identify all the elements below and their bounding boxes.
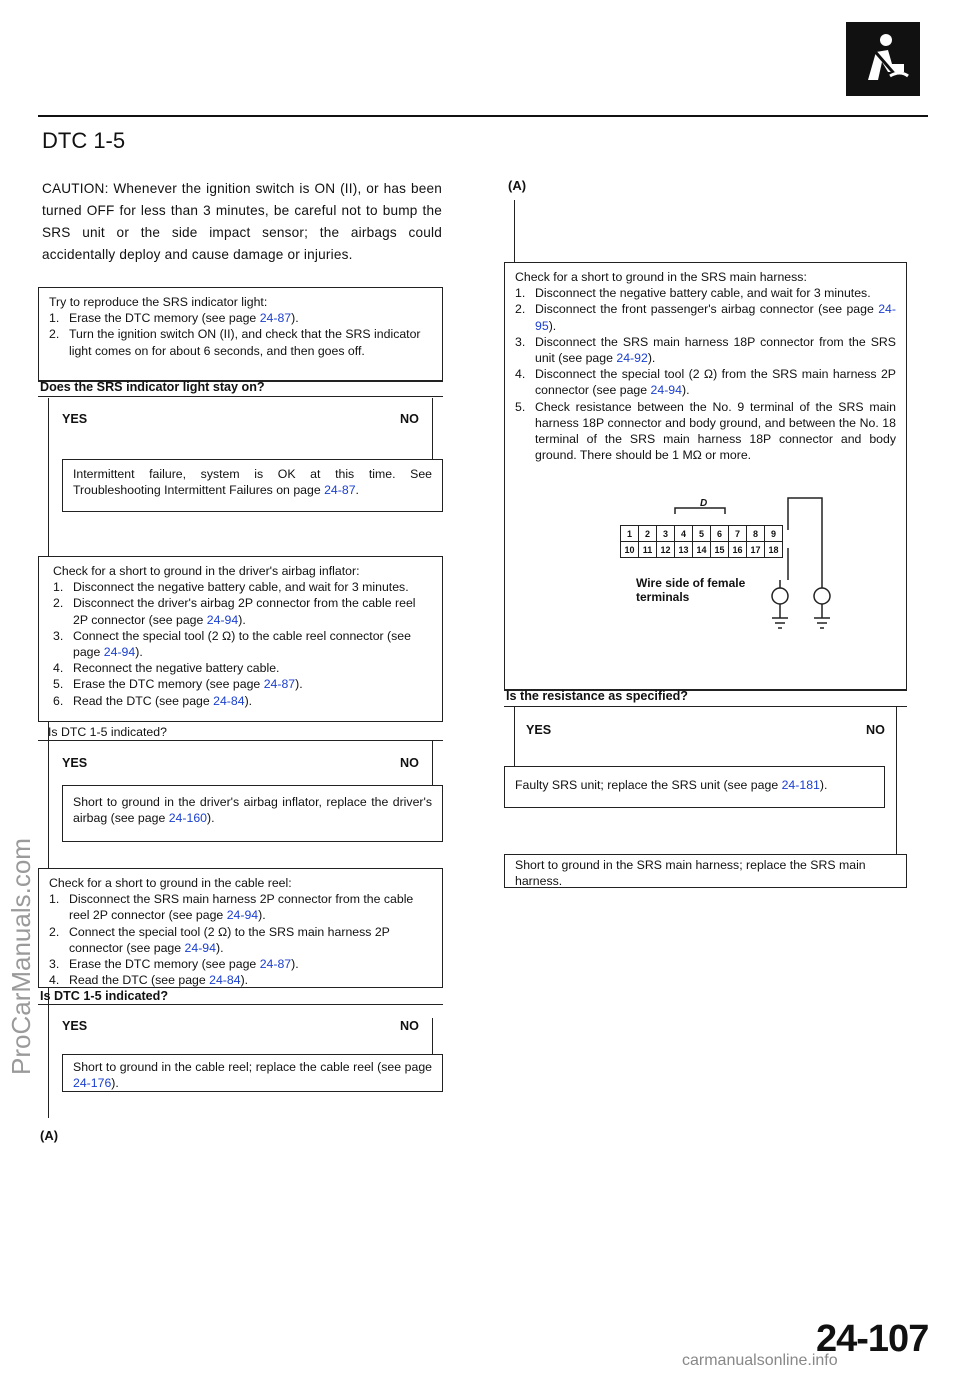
connector-terminal: 2 (639, 526, 657, 542)
yes-label: YES (526, 723, 552, 737)
page-link[interactable]: 24-94 (206, 612, 239, 627)
step2-list (53, 579, 432, 709)
step-item: 6. Read the DTC (see page 24-84). (53, 693, 253, 708)
page-link[interactable]: 24-87 (259, 311, 292, 326)
step1-box (38, 287, 443, 381)
page-link[interactable]: 24-94 (226, 908, 259, 923)
connector-caption: Wire side of female terminals (636, 576, 746, 604)
connector-terminal: 13 (675, 542, 693, 558)
step-item: 3. Connect the special tool (2 Ω) to the cable reel connector (see page 24-94). (53, 628, 411, 660)
connector-terminal: 15 (711, 542, 729, 558)
connector-terminal: 18 (765, 542, 783, 558)
page-title: DTC 1-5 (42, 128, 126, 153)
connector-terminal: 4 (675, 526, 693, 542)
connector-marker-a: (A) (40, 1128, 59, 1143)
step-item: 2. Turn the ignition switch ON (II), and check that the SRS indicator light comes on for about 6 seconds, and then goes off. (49, 327, 421, 358)
faulty-unit-box: Faulty SRS unit; replace the SRS unit (see page 24-181). (504, 766, 885, 808)
page-link[interactable]: 24-87 (324, 483, 356, 498)
connector-terminal: 1 (621, 526, 639, 542)
yes-label: YES (62, 412, 88, 426)
connector-terminal: 3 (657, 526, 675, 542)
connector-marker-a: (A) (508, 178, 527, 193)
step-item: 3. Disconnect the SRS main harness 18P connector from the SRS unit (see page 24-92). (515, 334, 896, 366)
step-item: 4. Reconnect the negative battery cable. (53, 661, 280, 676)
flow-line (432, 740, 433, 785)
no-label: NO (400, 1019, 419, 1033)
caution-text: CAUTION: Whenever the ignition switch is ON (II), or has been turned OFF for less than 3 minutes, be careful not to bump the SRS unit or the side impact sensor; the airbags could accidentally deploy and cause damage or injuries. (42, 181, 442, 262)
yes-label: YES (62, 756, 88, 770)
step-item: 5. Check resistance between the No. 9 terminal of the SRS main harness 18P connector and body ground, and between the No. 18 terminal of the SRS main harness 18P connector and body ground. There should be 1 MΩ or more. (515, 399, 896, 463)
inflator-short-box: Short to ground in the driver's airbag inflator, replace the driver's airbag (see page 24-160). (62, 785, 443, 842)
page-link[interactable]: 24-92 (616, 351, 648, 366)
page-link[interactable]: 24-160 (168, 811, 208, 826)
connector-terminal: 9 (765, 526, 783, 542)
srs-airbag-logo-icon (846, 22, 920, 96)
step-item: 1. Disconnect the SRS main harness 2P connector from the cable reel 2P connector (see page 24-94). (49, 892, 414, 923)
no-label: NO (866, 723, 885, 737)
flow-line (432, 398, 433, 460)
ohmmeter-wiring-icon (610, 490, 840, 640)
page-link[interactable]: 24-84 (213, 693, 245, 708)
step-item: 2. Disconnect the driver's airbag 2P connector from the cable reel 2P connector (see page 24-94). (53, 596, 416, 627)
step-item: 4. Disconnect the special tool (2 Ω) from the SRS main harness 2P connector (see page 24-94). (515, 367, 896, 398)
watermark-text: ProCarManuals.com (6, 838, 36, 1075)
connector-terminal: 14 (693, 542, 711, 558)
page-link[interactable]: 24-181 (781, 778, 820, 792)
step2-question: Is DTC 1-5 indicated? (48, 725, 167, 739)
step3-list (49, 891, 432, 988)
connector-terminal: 11 (639, 542, 657, 558)
page-link[interactable]: 24-84 (209, 973, 241, 988)
page-link[interactable]: 24-95 (535, 302, 896, 333)
step4-question: Is the resistance as specified? (506, 689, 688, 703)
connector-terminal: 16 (729, 542, 747, 558)
no-label: NO (400, 756, 419, 770)
step-item: 4. Read the DTC (see page 24-84). (49, 973, 249, 988)
connector-terminal: 7 (729, 526, 747, 542)
page-link[interactable]: 24-94 (650, 383, 682, 398)
step-item: 3. Erase the DTC memory (see page 24-87). (49, 957, 299, 972)
step-item: 1. Disconnect the negative battery cable, and wait for 3 minutes. (53, 580, 409, 595)
flow-line (48, 398, 49, 1118)
page-link[interactable]: 24-87 (263, 677, 296, 692)
step4-heading: Check for a short to ground in the SRS main harness: (515, 270, 807, 284)
cable-reel-short-box: Short to ground in the cable reel; replace the cable reel (see page 24-176). (62, 1054, 443, 1092)
meter-label: D (700, 498, 708, 509)
step1-list (49, 310, 432, 359)
step3-box (38, 868, 443, 988)
step-item: 5. Erase the DTC memory (see page 24-87). (53, 677, 303, 692)
flow-line (432, 1018, 433, 1054)
connector-terminal: 17 (747, 542, 765, 558)
step-item: 2. Connect the special tool (2 Ω) to the SRS main harness 2P connector (see page 24-94). (49, 924, 390, 955)
connector-terminal: 5 (693, 526, 711, 542)
step-item: 2. Disconnect the front passenger's airbag connector (see page 24-95). (515, 302, 896, 333)
no-label: NO (400, 412, 419, 426)
page-number: 24-107 (816, 1318, 929, 1360)
step1-heading: Try to reproduce the SRS indicator light: (49, 295, 268, 309)
footer-watermark: carmanualsonline.info (682, 1352, 838, 1369)
connector-terminal: 8 (747, 526, 765, 542)
step-item: 1. Disconnect the negative battery cable, and wait for 3 minutes. (515, 286, 871, 301)
yes-label: YES (62, 1019, 88, 1033)
page-link[interactable]: 24-94 (184, 940, 216, 955)
step4-list (515, 285, 896, 463)
step3-heading: Check for a short to ground in the cable reel: (49, 876, 292, 890)
connector-terminal: 10 (621, 542, 639, 558)
step-item: 1. Erase the DTC memory (see page 24-87). (49, 311, 299, 326)
connector-terminal: 6 (711, 526, 729, 542)
step2-heading: Check for a short to ground in the driver's airbag inflator: (53, 564, 360, 578)
intermittent-box: Intermittent failure, system is OK at this time. See Troubleshooting Intermittent Failures on page 24-87. (62, 459, 443, 512)
step1-question: Does the SRS indicator light stay on? (40, 380, 265, 394)
step2-box (38, 556, 443, 722)
page-link[interactable]: 24-87 (259, 957, 292, 972)
connector-terminal: 12 (657, 542, 675, 558)
page-link[interactable]: 24-94 (103, 645, 136, 660)
harness-short-box: Short to ground in the SRS main harness; replace the SRS main harness. (504, 854, 907, 888)
header-rule (38, 115, 928, 117)
step3-question: Is DTC 1-5 indicated? (40, 989, 169, 1003)
page-link[interactable]: 24-176 (73, 1076, 112, 1091)
